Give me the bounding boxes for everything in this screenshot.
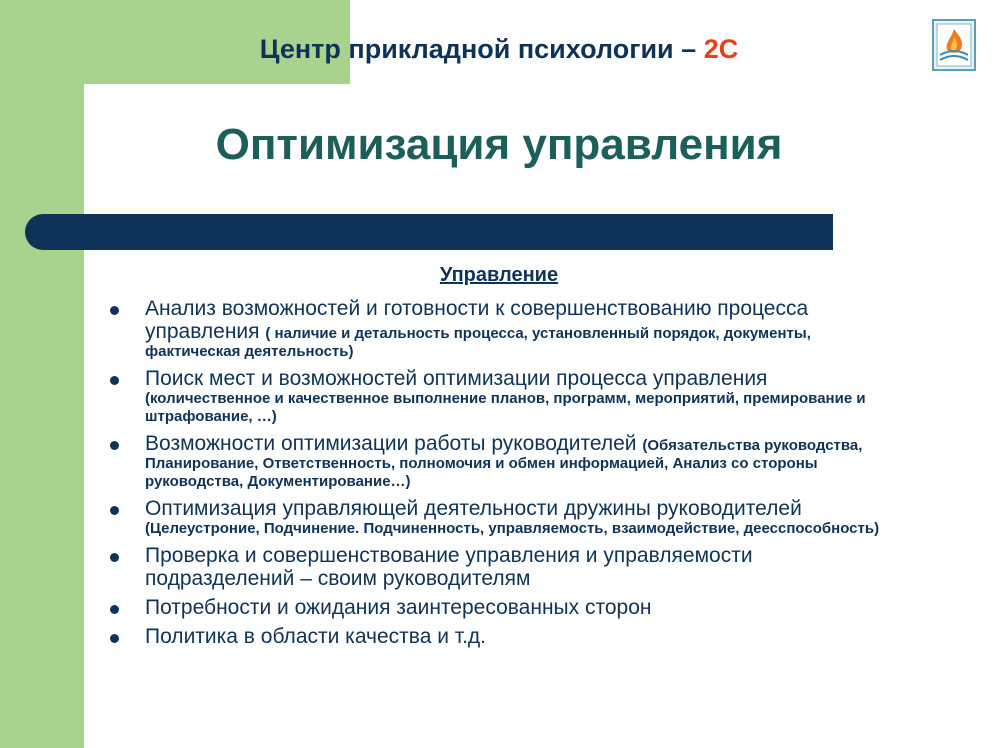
organization-title <box>0 34 998 65</box>
organization-name: Центр прикладной психологии – <box>259 34 704 64</box>
bullet-list <box>105 297 895 654</box>
bullet-icon <box>110 605 119 614</box>
bullet-icon <box>110 306 119 315</box>
item-main-text: Поиск мест и возможностей оптимизации процесса управления <box>145 367 768 390</box>
item-detail-text: (Обязательства руководства, Планирование, Ответственность, полномочия и обмен информацией, Анализ со стороны руководства, Документирование…) <box>145 437 863 490</box>
list-item <box>105 367 895 426</box>
item-main-text: Проверка и совершенствование управления и управляемости подразделений – своим руководителям <box>145 544 753 590</box>
list-item <box>105 625 895 648</box>
list-item <box>105 544 895 590</box>
bullet-icon <box>110 506 119 515</box>
item-detail-text: (количественное и качественное выполнение планов, программ, мероприятий, премирование и штрафование, …) <box>145 390 866 425</box>
item-main-text: Возможности оптимизации работы руководителей <box>145 432 643 455</box>
bullet-icon <box>110 634 119 643</box>
list-item <box>105 596 895 619</box>
item-main-text: Политика в области качества и т.д. <box>145 625 486 648</box>
list-item <box>105 432 895 491</box>
list-item <box>105 497 895 538</box>
flame-logo-graphic <box>934 21 974 69</box>
bullet-icon <box>110 553 119 562</box>
slide-title: Оптимизация управления <box>215 120 783 169</box>
bullet-icon <box>110 441 119 450</box>
organization-accent: 2С <box>703 34 739 64</box>
flame-logo-icon <box>932 19 976 71</box>
item-main-text: Потребности и ожидания заинтересованных сторон <box>145 596 652 619</box>
item-main-text: Оптимизация управляющей деятельности дружины руководителей <box>145 497 802 520</box>
list-item <box>105 297 895 361</box>
bullet-icon <box>110 376 119 385</box>
item-detail-text: (Целеустроние, Подчинение. Подчиненность, управляемость, взаимодействие, деесспособность) <box>145 520 880 537</box>
left-green-strip <box>0 0 84 748</box>
section-title: Управление <box>439 264 559 286</box>
item-detail-text: ( наличие и детальность процесса, установленный порядок, документы, фактическая деятельность) <box>145 325 811 360</box>
divider-bar <box>25 214 833 250</box>
item-main-text: Анализ возможностей и готовности к совершенствованию процесса управления <box>145 297 809 343</box>
